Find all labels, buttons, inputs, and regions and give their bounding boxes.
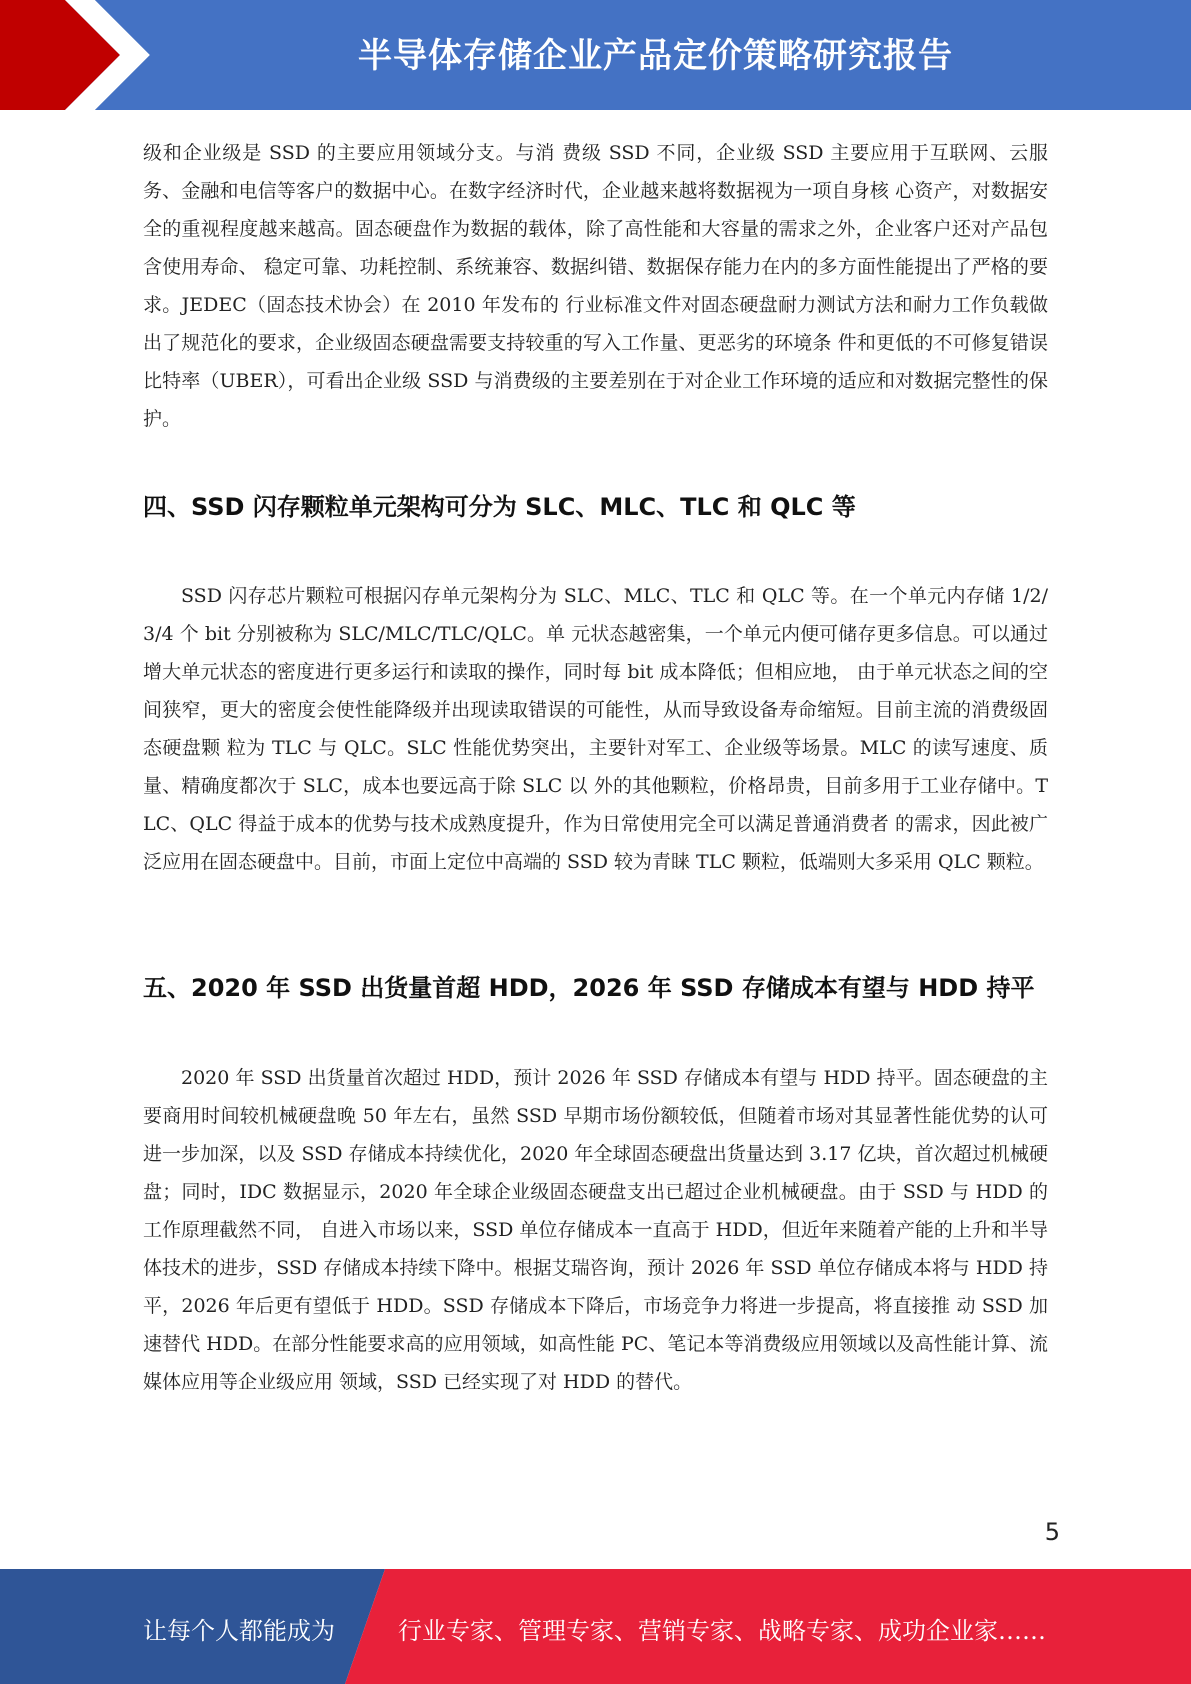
header-chevron-decoration	[0, 0, 160, 110]
intro-paragraph: 级和企业级是 SSD 的主要应用领域分支。与消 费级 SSD 不同，企业级 SSD 主要应用于互联网、云服务、金融和电信等客户的数据中心。在数字经济时代，企业越来越将数据视为一项自身核 心资产，对数据安全的重视程度越来越高。固态硬盘作为数据的载体，除了高性能和大容量的需求之外，企业客户还对产品包含使用寿命、 稳定可靠、功耗控制、系统兼容、数据纠错、数据保存能力在内的多方面性能提出了严格的要求。JEDEC（固态技术协会）在 2010 年发布的 行业标准文件对固态硬盘耐力测试方法和耐力工作负载做出了规范化的要求，企业级固态硬盘需要支持较重的写入工作量、更恶劣的环境条 件和更低的不可修复错误比特率（UBER），可看出企业级 SSD 与消费级的主要差别在于对企业工作环境的适应和对数据完整性的保护。	[143, 142, 1048, 430]
page-header	[0, 0, 1191, 110]
page-footer	[0, 1569, 1191, 1684]
intro-paragraph-block	[143, 134, 1048, 438]
section-4-paragraph: SSD 闪存芯片颗粒可根据闪存单元架构分为 SLC、MLC、TLC 和 QLC 等。在一个单元内存储 1/2/3/4 个 bit 分别被称为 SLC/MLC/TLC/QLC。单 元状态越密集，一个单元内便可储存更多信息。可以通过增大单元状态的密度进行更多运行和读取的操作，同时每 bit 成本降低；但相应地， 由于单元状态之间的空间狭窄，更大的密度会使性能降级并出现读取错误的可能性，从而导致设备寿命缩短。目前主流的消费级固态硬盘颗 粒为 TLC 与 QLC。SLC 性能优势突出，主要针对军工、企业级等场景。MLC 的读写速度、质量、精确度都次于 SLC，成本也要远高于除 SLC 以 外的其他颗粒，价格昂贵，目前多用于工业存储中。TLC、QLC 得益于成本的优势与技术成熟度提升，作为日常使用完全可以满足普通消费者 的需求，因此被广泛应用在固态硬盘中。目前，市面上定位中高端的 SSD 较为青睐 TLC 颗粒，低端则大多采用 QLC 颗粒。	[143, 585, 1048, 873]
section-5-paragraph: 2020 年 SSD 出货量首次超过 HDD，预计 2026 年 SSD 存储成本有望与 HDD 持平。固态硬盘的主要商用时间较机械硬盘晚 50 年左右，虽然 SSD 早期市场份额较低，但随着市场对其显著性能优势的认可进一步加深，以及 SSD 存储成本持续优化，2020 年全球固态硬盘出货量达到 3.17 亿块，首次超过机械硬盘；同时，IDC 数据显示，2020 年全球企业级固态硬盘支出已超过企业机械硬盘。由于 SSD 与 HDD 的工作原理截然不同， 自进入市场以来，SSD 单位存储成本一直高于 HDD，但近年来随着产能的上升和半导体技术的进步，SSD 存储成本持续下降中。根据艾瑞咨询，预计 2026 年 SSD 单位存储成本将与 HDD 持平，2026 年后更有望低于 HDD。SSD 存储成本下降后，市场竞争力将进一步提高，将直接推 动 SSD 加速替代 HDD。在部分性能要求高的应用领域，如高性能 PC、笔记本等消费级应用领域以及高性能计算、流媒体应用等企业级应用 领域，SSD 已经实现了对 HDD 的替代。	[143, 1067, 1048, 1393]
page-number: 5	[1044, 1518, 1060, 1546]
footer-slogan-left: 让每个人都能成为	[143, 1617, 335, 1645]
section-5-body	[143, 1059, 1048, 1401]
section-4-heading: 四、SSD 闪存颗粒单元架构可分为 SLC、MLC、TLC 和 QLC 等	[143, 493, 856, 521]
footer-slogan-right: 行业专家、管理专家、营销专家、战略专家、成功企业家……	[398, 1617, 1046, 1645]
section-5-heading: 五、2020 年 SSD 出货量首超 HDD，2026 年 SSD 存储成本有望与 HDD 持平	[143, 974, 1035, 1002]
section-4-body	[143, 577, 1048, 881]
document-title: 半导体存储企业产品定价策略研究报告	[358, 36, 953, 76]
